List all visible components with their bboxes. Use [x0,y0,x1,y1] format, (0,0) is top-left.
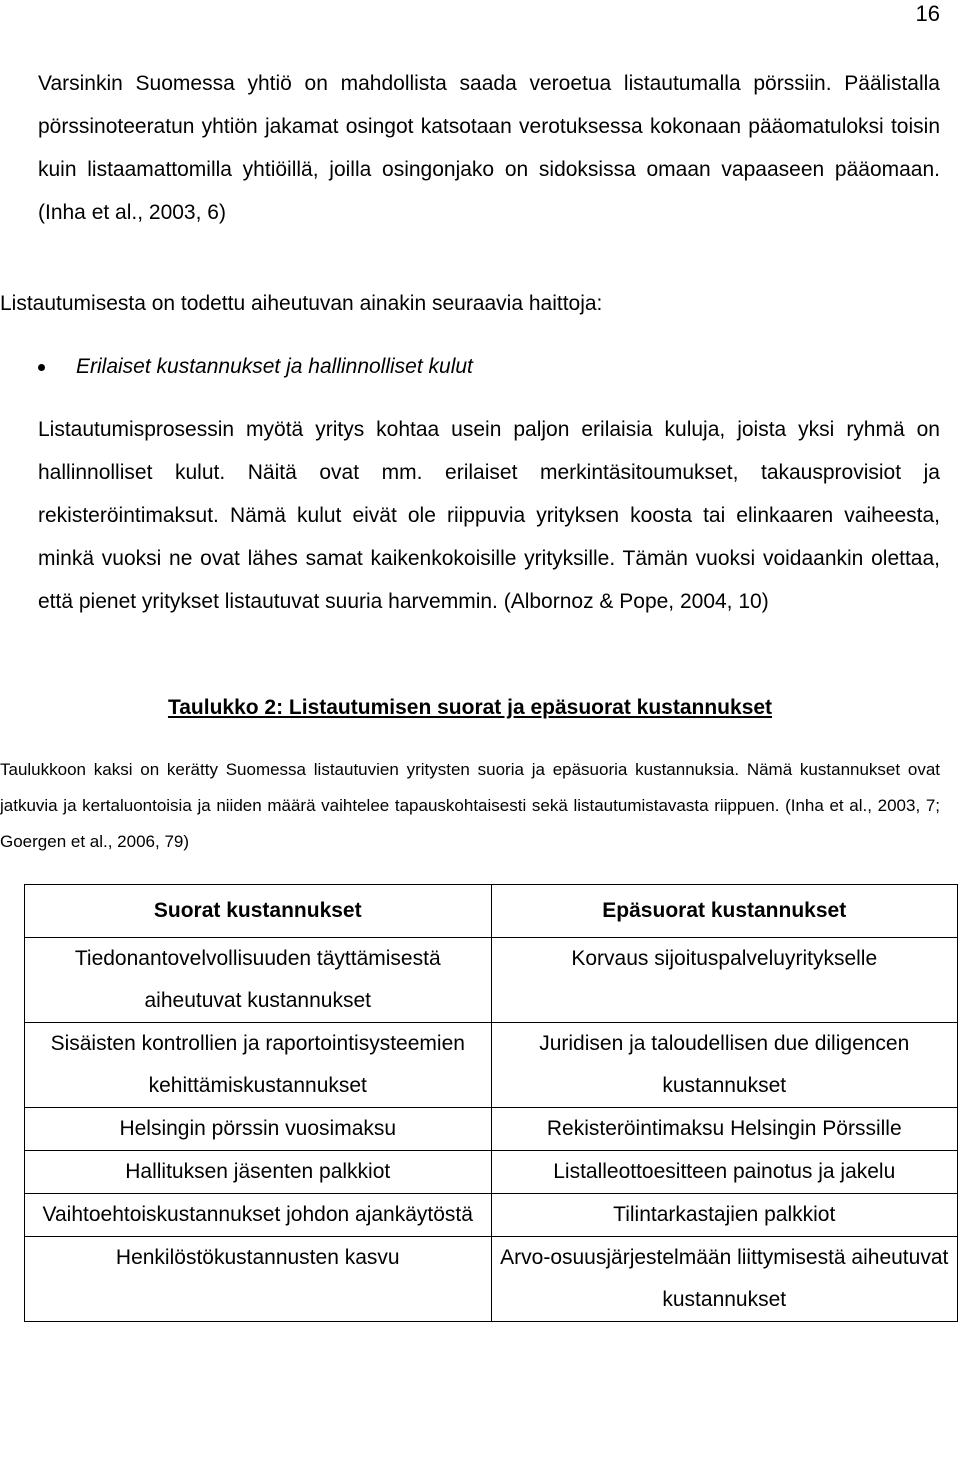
table-cell-indirect: Juridisen ja taloudellisen due diligencen kustannukset [491,1023,958,1108]
costs-table [24,884,958,1322]
table-row [25,1108,958,1151]
table-row [25,1237,958,1322]
disadvantages-intro: Listautumisesta on todettu aiheutuvan ainakin seuraavia haittoja: [0,292,603,315]
bullet-text: Erilaiset kustannukset ja hallinnolliset kulut [76,355,473,378]
table-cell-indirect: Arvo-osuusjärjestelmään liittymisestä aiheutuvat kustannukset [491,1237,958,1322]
header-indirect-costs: Epäsuorat kustannukset [491,885,958,938]
table-cell-indirect: Korvaus sijoituspalveluyritykselle [491,938,958,1023]
table-row [25,1023,958,1108]
table-row [25,1194,958,1237]
table-cell-direct: Tiedonantovelvollisuuden täyttämisestä aiheutuvat kustannukset [25,938,492,1023]
table-intro-paragraph: Taulukkoon kaksi on kerätty Suomessa listautuvien yritysten suoria ja epäsuoria kustannuksia. Nämä kustannukset ovat jatkuvia ja kertaluontoisia ja niiden määrä vaihtelee tapauskohtaisesti sekä listautumistavasta riippuen. (Inha et al., 2003, 7; Goergen et al., 2006, 79) [0,760,940,851]
page-number: 16 [915,1,940,26]
table-title: Taulukko 2: Listautumisen suorat ja epäsuorat kustannukset [167,696,773,719]
table-cell-indirect: Tilintarkastajien palkkiot [491,1194,958,1237]
table-cell-indirect: Rekisteröintimaksu Helsingin Pörssille [491,1108,958,1151]
paragraph-tax-benefit: Varsinkin Suomessa yhtiö on mahdollista saada veroetua listautumalla pörssiin. Päälistalla pörssinoteeratun yhtiön jakamat osingot katsotaan verotuksessa kokonaan pääomatuloksi toisin kuin listaamattomilla yhtiöillä, joilla osingonjako on sidoksissa omaan vapaaseen pääomaan. (Inha et al., 2003, 6) [38,72,940,224]
bullet-icon [38,364,45,371]
table-header-row [25,885,958,938]
table-cell-direct: Henkilöstökustannusten kasvu [25,1237,492,1322]
table-cell-direct: Sisäisten kontrollien ja raportointisysteemien kehittämiskustannukset [25,1023,492,1108]
table-row [25,1151,958,1194]
paragraph-listing-costs: Listautumisprosessin myötä yritys kohtaa usein paljon erilaisia kuluja, joista yksi ryhmä on hallinnolliset kulut. Näitä ovat mm. erilaiset merkintäsitoumukset, takausprovisiot ja rekisteröintimaksut. Nämä kulut eivät ole riippuvia yrityksen koosta tai elinkaaren vaiheesta, minkä vuoksi ne ovat lähes samat kaikenkokoisille yrityksille. Tämän vuoksi voidaankin olettaa, että pienet yritykset listautuvat suuria harvemmin. (Albornoz & Pope, 2004, 10) [38,418,940,613]
table-cell-direct: Hallituksen jäsenten palkkiot [25,1151,492,1194]
table-cell-indirect: Listalleottoesitteen painotus ja jakelu [491,1151,958,1194]
header-direct-costs: Suorat kustannukset [25,885,492,938]
table-cell-direct: Helsingin pörssin vuosimaksu [25,1108,492,1151]
table-cell-direct: Vaihtoehtoiskustannukset johdon ajankäytöstä [25,1194,492,1237]
table-row [25,938,958,1023]
